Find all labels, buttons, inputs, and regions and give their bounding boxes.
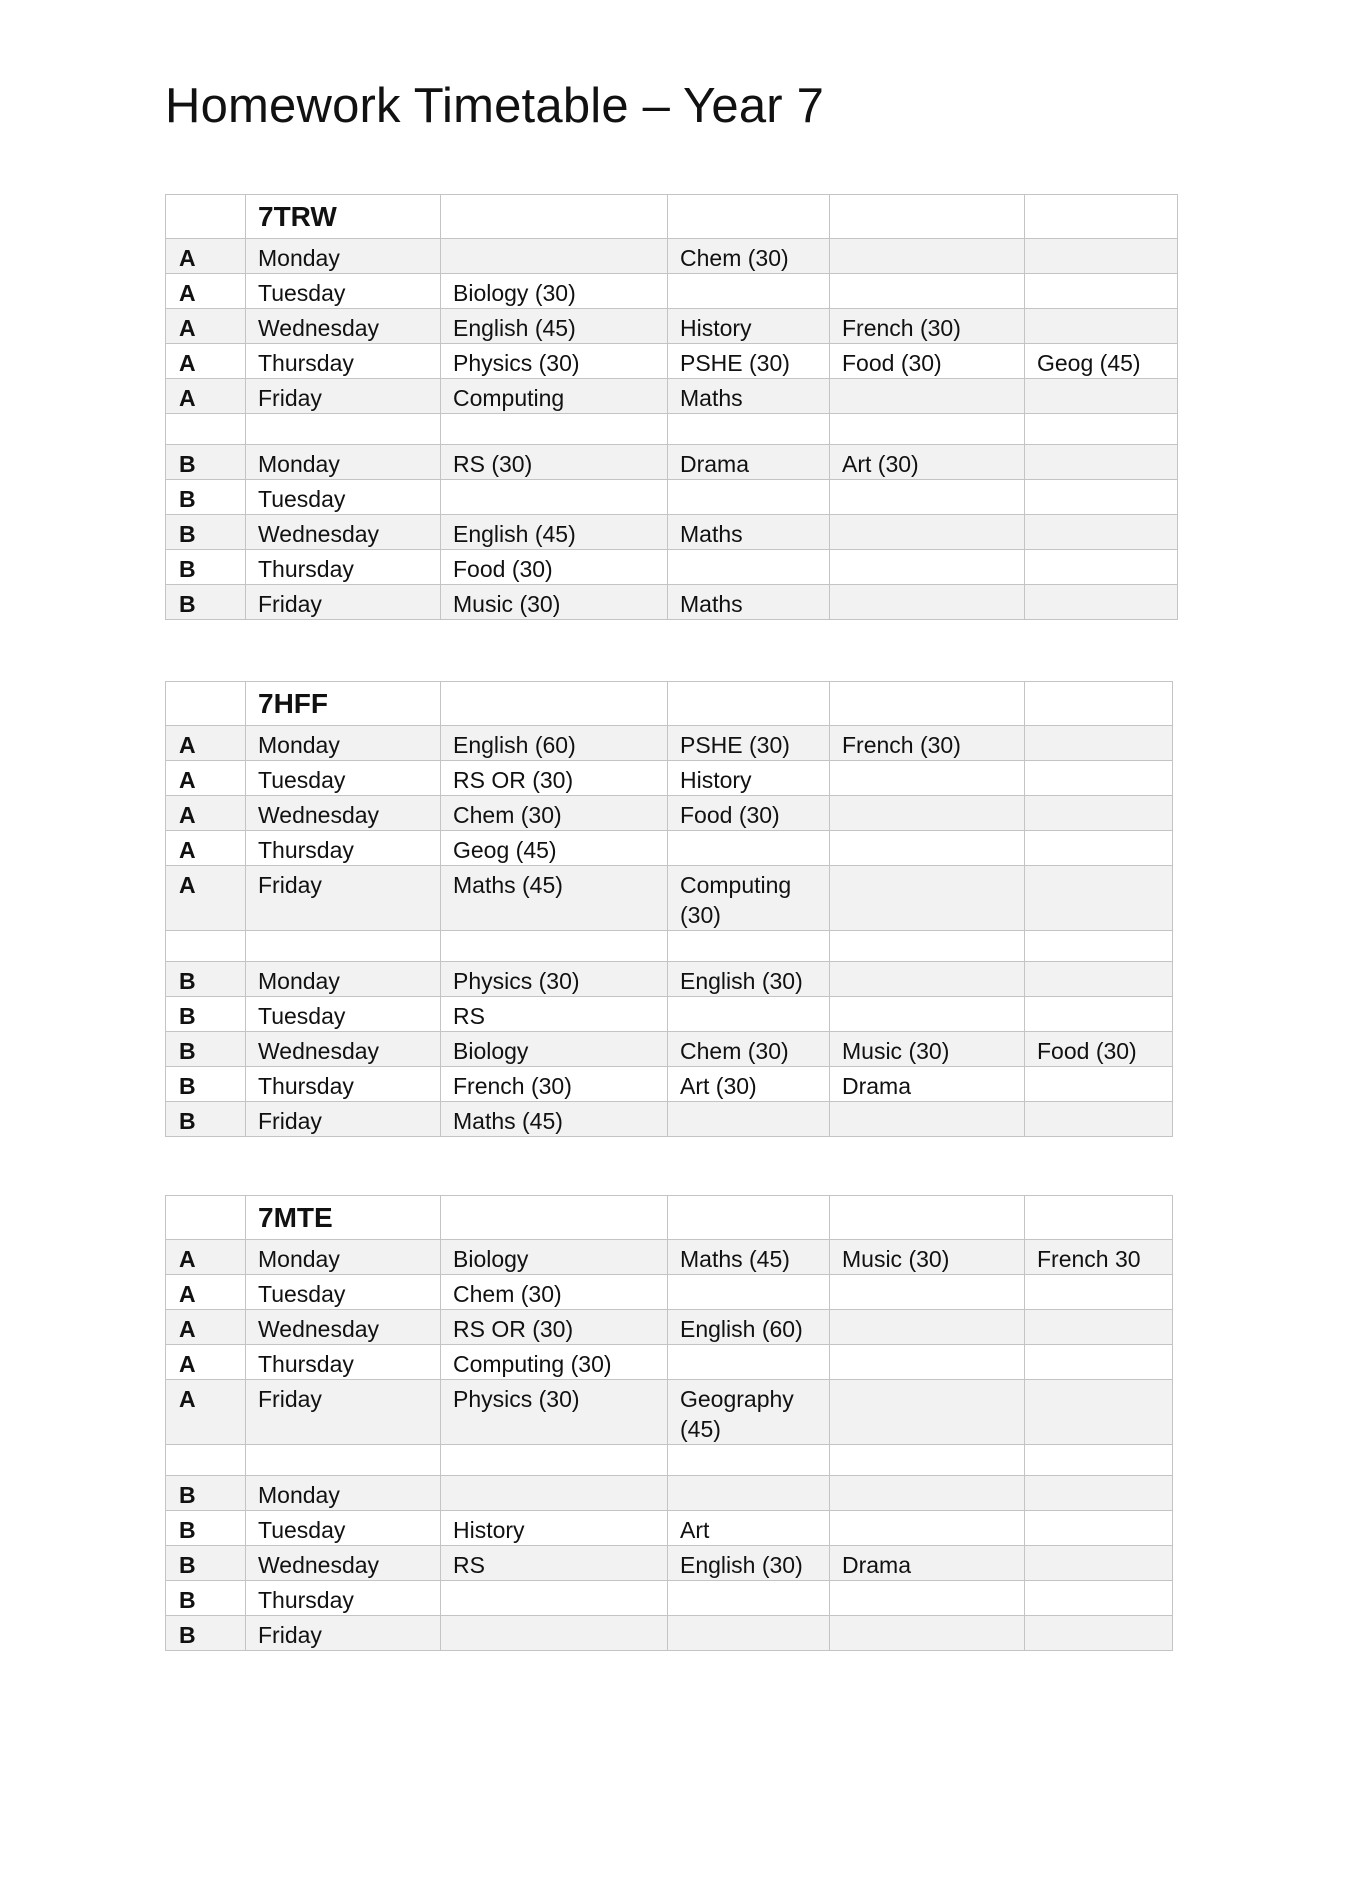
day-cell: Thursday [246,344,441,379]
subject-cell: French (30) [830,726,1025,761]
header-cell [1025,682,1173,726]
subject-cell [668,931,830,962]
subject-cell [830,1581,1025,1616]
subject-cell [830,761,1025,796]
subject-cell: History [668,309,830,344]
subject-cell [1025,1546,1173,1581]
week-cell: A [166,1380,246,1445]
subject-cell [830,1275,1025,1310]
subject-cell [1025,1067,1173,1102]
day-cell: Wednesday [246,1310,441,1345]
subject-cell: Physics (30) [441,1380,668,1445]
header-cell [830,682,1025,726]
header-cell [830,1196,1025,1240]
day-cell: Tuesday [246,1511,441,1546]
subject-cell [668,1345,830,1380]
class-name: 7MTE [246,1196,441,1240]
subject-cell [1025,997,1173,1032]
header-cell [1025,195,1178,239]
subject-cell [1025,1511,1173,1546]
subject-cell: Chem (30) [441,796,668,831]
subject-cell: Maths (45) [668,1240,830,1275]
subject-cell: PSHE (30) [668,726,830,761]
table-row [166,1445,1173,1476]
table-row [166,445,1178,480]
subject-cell [1025,309,1178,344]
day-cell: Thursday [246,1345,441,1380]
day-cell: Friday [246,1102,441,1137]
day-cell: Monday [246,445,441,480]
day-cell: Wednesday [246,309,441,344]
subject-cell [668,414,830,445]
subject-cell: Geog (45) [1025,344,1178,379]
week-cell: A [166,866,246,931]
day-cell: Thursday [246,1067,441,1102]
day-cell: Tuesday [246,274,441,309]
table-row [166,585,1178,620]
day-cell: Thursday [246,1581,441,1616]
day-cell: Wednesday [246,1546,441,1581]
subject-cell [1025,1275,1173,1310]
table-row [166,931,1173,962]
week-cell: A [166,761,246,796]
timetable-7mte [165,1195,1173,1651]
week-cell: B [166,1102,246,1137]
subject-cell: Maths [668,585,830,620]
subject-cell: Maths (45) [441,866,668,931]
subject-cell [830,962,1025,997]
subject-cell: Geography (45) [668,1380,830,1445]
week-cell: B [166,1476,246,1511]
week-cell: B [166,1581,246,1616]
subject-cell [1025,1102,1173,1137]
day-cell: Friday [246,866,441,931]
week-cell: B [166,1067,246,1102]
subject-cell [830,515,1025,550]
subject-cell [668,1102,830,1137]
subject-cell [830,239,1025,274]
subject-cell [1025,515,1178,550]
day-cell: Tuesday [246,1275,441,1310]
subject-cell: Computing (30) [668,866,830,931]
subject-cell [668,1476,830,1511]
week-cell: A [166,1310,246,1345]
week-cell: A [166,309,246,344]
subject-cell: RS [441,997,668,1032]
subject-cell [668,1581,830,1616]
table-row [166,796,1173,831]
subject-cell [1025,414,1178,445]
table-row [166,1067,1173,1102]
subject-cell [1025,962,1173,997]
table-row [166,831,1173,866]
week-cell [166,1445,246,1476]
subject-cell [668,997,830,1032]
subject-cell: English (30) [668,962,830,997]
subject-cell: Drama [830,1546,1025,1581]
subject-cell: English (30) [668,1546,830,1581]
day-cell: Wednesday [246,1032,441,1067]
subject-cell [830,866,1025,931]
subject-cell [1025,445,1178,480]
week-cell: B [166,480,246,515]
week-cell: B [166,962,246,997]
subject-cell [668,1275,830,1310]
subject-cell [668,1445,830,1476]
subject-cell: Drama [668,445,830,480]
subject-cell [668,274,830,309]
day-cell: Monday [246,726,441,761]
subject-cell [1025,1445,1173,1476]
subject-cell: Geog (45) [441,831,668,866]
day-cell: Thursday [246,550,441,585]
table-header-row [166,682,1173,726]
subject-cell [441,1476,668,1511]
table-row [166,1511,1173,1546]
subject-cell [1025,1581,1173,1616]
week-cell: A [166,274,246,309]
subject-cell [668,831,830,866]
day-cell: Friday [246,585,441,620]
header-cell [441,195,668,239]
table-row [166,274,1178,309]
week-cell: B [166,997,246,1032]
subject-cell [830,274,1025,309]
subject-cell [830,1445,1025,1476]
subject-cell [1025,239,1178,274]
subject-cell: Maths [668,379,830,414]
subject-cell [441,1616,668,1651]
week-cell: A [166,796,246,831]
class-name: 7HFF [246,682,441,726]
subject-cell [1025,1616,1173,1651]
subject-cell [830,1102,1025,1137]
subject-cell [830,931,1025,962]
subject-cell [1025,1476,1173,1511]
table-row [166,1032,1173,1067]
subject-cell [830,379,1025,414]
table-row [166,1310,1173,1345]
table-row [166,480,1178,515]
day-cell: Tuesday [246,480,441,515]
subject-cell [1025,831,1173,866]
subject-cell [1025,931,1173,962]
subject-cell: Maths (45) [441,1102,668,1137]
subject-cell: English (60) [441,726,668,761]
week-cell: B [166,445,246,480]
subject-cell [830,414,1025,445]
day-cell: Tuesday [246,761,441,796]
table-row [166,962,1173,997]
day-cell: Monday [246,1476,441,1511]
subject-cell [1025,1345,1173,1380]
subject-cell: English (45) [441,309,668,344]
subject-cell [830,585,1025,620]
week-cell [166,931,246,962]
subject-cell: Physics (30) [441,344,668,379]
subject-cell: Music (30) [441,585,668,620]
subject-cell [1025,550,1178,585]
header-cell [441,682,668,726]
subject-cell [1025,1380,1173,1445]
day-cell: Wednesday [246,515,441,550]
header-cell [1025,1196,1173,1240]
subject-cell: RS [441,1546,668,1581]
subject-cell: Chem (30) [668,239,830,274]
subject-cell [441,239,668,274]
week-cell: A [166,1345,246,1380]
subject-cell [1025,1310,1173,1345]
subject-cell: RS (30) [441,445,668,480]
subject-cell [668,550,830,585]
table-row [166,1345,1173,1380]
week-cell: B [166,585,246,620]
subject-cell [441,480,668,515]
timetable-7hff [165,681,1173,1137]
day-cell: Monday [246,962,441,997]
header-cell [166,1196,246,1240]
subject-cell [830,1310,1025,1345]
subject-cell [441,414,668,445]
table-row [166,761,1173,796]
subject-cell: Computing (30) [441,1345,668,1380]
subject-cell: RS OR (30) [441,1310,668,1345]
table-row [166,515,1178,550]
subject-cell [830,796,1025,831]
day-cell [246,931,441,962]
week-cell: A [166,726,246,761]
subject-cell: French (30) [830,309,1025,344]
subject-cell [830,480,1025,515]
subject-cell: Food (30) [830,344,1025,379]
subject-cell: Art (30) [830,445,1025,480]
week-cell: A [166,1240,246,1275]
week-cell: B [166,1511,246,1546]
class-name: 7TRW [246,195,441,239]
subject-cell [830,831,1025,866]
day-cell: Monday [246,1240,441,1275]
subject-cell [668,480,830,515]
subject-cell: RS OR (30) [441,761,668,796]
subject-cell: Maths [668,515,830,550]
week-cell: A [166,831,246,866]
table-row [166,379,1178,414]
subject-cell: Food (30) [668,796,830,831]
week-cell: B [166,550,246,585]
subject-cell [441,931,668,962]
subject-cell [441,1581,668,1616]
table-row [166,1581,1173,1616]
subject-cell: Biology [441,1240,668,1275]
timetable-7trw [165,194,1178,620]
subject-cell [830,997,1025,1032]
subject-cell: Art (30) [668,1067,830,1102]
header-cell [166,682,246,726]
subject-cell [830,550,1025,585]
subject-cell: Drama [830,1067,1025,1102]
subject-cell: Chem (30) [441,1275,668,1310]
subject-cell [1025,761,1173,796]
week-cell: A [166,239,246,274]
table-row [166,1616,1173,1651]
table-row [166,309,1178,344]
week-cell [166,414,246,445]
subject-cell: Physics (30) [441,962,668,997]
subject-cell: History [668,761,830,796]
subject-cell [830,1511,1025,1546]
table-row [166,344,1178,379]
subject-cell: Art [668,1511,830,1546]
subject-cell: Computing [441,379,668,414]
table-row [166,866,1173,931]
day-cell [246,1445,441,1476]
subject-cell: French 30 [1025,1240,1173,1275]
day-cell: Wednesday [246,796,441,831]
subject-cell: Music (30) [830,1032,1025,1067]
subject-cell [1025,274,1178,309]
subject-cell: Music (30) [830,1240,1025,1275]
subject-cell [441,1445,668,1476]
subject-cell [830,1380,1025,1445]
subject-cell [1025,796,1173,831]
table-row [166,1102,1173,1137]
table-row [166,997,1173,1032]
table-row [166,550,1178,585]
day-cell: Tuesday [246,997,441,1032]
subject-cell [1025,585,1178,620]
week-cell: A [166,379,246,414]
day-cell: Thursday [246,831,441,866]
week-cell: B [166,1546,246,1581]
day-cell: Monday [246,239,441,274]
week-cell: A [166,344,246,379]
subject-cell: French (30) [441,1067,668,1102]
subject-cell [1025,866,1173,931]
week-cell: B [166,1616,246,1651]
subject-cell: History [441,1511,668,1546]
subject-cell [830,1476,1025,1511]
subject-cell: Biology [441,1032,668,1067]
subject-cell: Chem (30) [668,1032,830,1067]
page-title: Homework Timetable – Year 7 [165,79,825,133]
table-header-row [166,1196,1173,1240]
day-cell: Friday [246,1380,441,1445]
header-cell [441,1196,668,1240]
day-cell: Friday [246,379,441,414]
table-row [166,1476,1173,1511]
subject-cell: Food (30) [1025,1032,1173,1067]
subject-cell [1025,726,1173,761]
table-row [166,726,1173,761]
table-header-row [166,195,1178,239]
header-cell [668,195,830,239]
subject-cell [668,1616,830,1651]
week-cell: B [166,515,246,550]
subject-cell: Biology (30) [441,274,668,309]
subject-cell [1025,480,1178,515]
subject-cell: PSHE (30) [668,344,830,379]
subject-cell [830,1616,1025,1651]
subject-cell: English (45) [441,515,668,550]
table-row [166,1380,1173,1445]
table-row [166,1240,1173,1275]
subject-cell [830,1345,1025,1380]
day-cell [246,414,441,445]
header-cell [668,1196,830,1240]
table-row [166,239,1178,274]
subject-cell [1025,379,1178,414]
subject-cell: English (60) [668,1310,830,1345]
table-row [166,414,1178,445]
table-row [166,1275,1173,1310]
week-cell: B [166,1032,246,1067]
subject-cell: Food (30) [441,550,668,585]
header-cell [668,682,830,726]
week-cell: A [166,1275,246,1310]
table-row [166,1546,1173,1581]
day-cell: Friday [246,1616,441,1651]
header-cell [830,195,1025,239]
header-cell [166,195,246,239]
